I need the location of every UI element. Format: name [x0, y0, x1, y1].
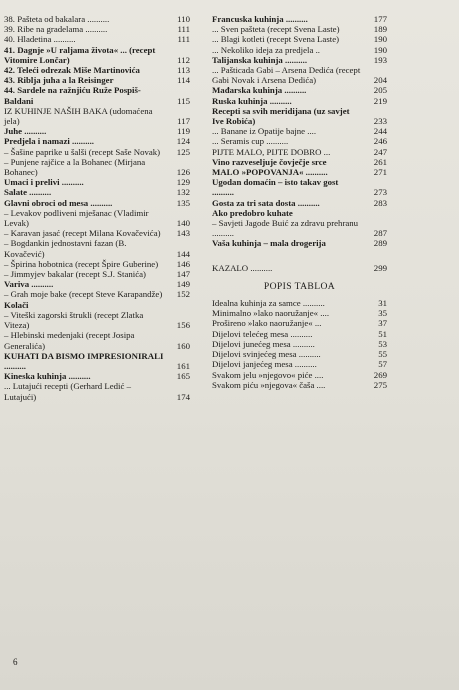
toc-right-column: [212, 14, 387, 390]
toc-right-entry-text: Ako predobro kuhate: [212, 207, 293, 218]
toc-right-entry-text: ... Blagi kotleti (recept Svena Laste): [212, 34, 340, 45]
toc-right-entry-text: – Savjeti Jagode Buić za zdravu prehranu ..........: [212, 218, 359, 239]
kazalo-text: KAZALO ..........: [212, 262, 273, 273]
toc-right-entry-page: 289: [373, 238, 387, 249]
toc-left-entry-text: – Šašine paprike u šalši (recept Saše Novak): [4, 146, 161, 157]
toc-right-entry: [212, 238, 387, 248]
toc-left-entry: [4, 157, 190, 177]
toc-left-entry: [4, 279, 190, 289]
toc-left-entry-page: 125: [176, 146, 190, 157]
popis-entry-page: 31: [378, 298, 387, 309]
toc-left-entry-page: 112: [177, 54, 190, 65]
popis-entry-text: Dijelovi junećeg mesa ..........: [212, 338, 315, 349]
popis-entry-page: 269: [373, 369, 387, 380]
toc-right-entry-page: 219: [373, 95, 387, 106]
toc-left-entry-page: 126: [176, 167, 190, 178]
toc-left-entry: [4, 198, 190, 208]
kazalo-entry: [212, 263, 387, 273]
toc-right-entry-text: Mađarska kuhinja ..........: [212, 85, 307, 96]
toc-right-list: [212, 14, 387, 249]
popis-entry-text: Svakom jelu »njegovo« piće ....: [212, 369, 324, 380]
toc-right-entry: [212, 55, 387, 65]
popis-entry: [212, 380, 387, 390]
toc-right-entry: [212, 65, 387, 85]
toc-left-entry-page: 152: [176, 289, 190, 300]
toc-left-entry: [4, 34, 190, 44]
toc-right-entry-text: Talijanska kuhinja ..........: [212, 54, 308, 65]
popis-entry: [212, 308, 387, 318]
toc-left-entry: [4, 269, 190, 279]
toc-left-entry-page: 110: [177, 14, 190, 24]
toc-left-entry-text: 44. Sardele na ražnjiću Ruže Pospiš-Baldani: [4, 85, 141, 106]
toc-left-entry-page: 135: [176, 197, 190, 208]
toc-left-entry: [4, 300, 190, 310]
toc-left-entry-text: ... Lutajući recepti (Gerhard Ledić – Lutajući): [4, 381, 132, 402]
toc-left-entry-text: Predjela i namazi ..........: [4, 136, 94, 147]
toc-right-entry-page: 273: [373, 187, 387, 198]
popis-entry-page: 35: [378, 308, 387, 319]
toc-right-entry-page: 177: [373, 14, 387, 24]
toc-right-entry: [212, 208, 387, 218]
toc-left-entry-text: – Jimmyjev bakalar (recept S.J. Stanića): [4, 269, 146, 280]
toc-right-entry-page: 190: [373, 34, 387, 45]
toc-left-entry: [4, 136, 190, 146]
popis-entry-page: 57: [378, 359, 387, 370]
popis-entry-text: Dijelovi svinjećeg mesa ..........: [212, 349, 321, 360]
popis-list: [212, 298, 387, 390]
toc-right-entry-text: Ugodan domaćin – isto takav gost ..........: [212, 177, 339, 198]
toc-right-entry-text: Gosta za tri sata dosta ..........: [212, 197, 320, 208]
toc-right-entry: [212, 45, 387, 55]
toc-left-entry-page: 147: [176, 269, 190, 280]
toc-right-entry: [212, 167, 387, 177]
toc-left-entry-text: Variva ..........: [4, 279, 54, 290]
toc-right-entry-text: PIJTE MALO, PIJTE DOBRO ...: [212, 146, 331, 157]
toc-right-entry-page: 246: [373, 136, 387, 147]
toc-left-entry-page: 160: [176, 340, 190, 351]
toc-right-entry-page: 261: [373, 156, 387, 167]
toc-right-entry-page: 204: [373, 75, 387, 86]
toc-left-entry: [4, 351, 190, 371]
popis-entry-text: Dijelovi janjećeg mesa ..........: [212, 359, 317, 370]
toc-right-entry: [212, 177, 387, 197]
popis-entry-text: Dijelovi telećeg mesa ..........: [212, 328, 313, 339]
toc-left-entry-text: Kineska kuhinja ..........: [4, 371, 91, 382]
toc-left-entry-page: 114: [177, 75, 190, 86]
toc-left-entry-text: – Karavan jasać (recept Milana Kovačevića): [4, 228, 161, 239]
toc-left-entry-text: – Špirina hobotnica (recept Špire Guberine): [4, 258, 159, 269]
toc-left-entry-text: 40. Hladetina ..........: [4, 34, 76, 45]
toc-right-entry-page: 244: [373, 126, 387, 137]
popis-entry-page: 275: [373, 379, 387, 390]
toc-right-entry-text: Francuska kuhinja ..........: [212, 14, 308, 24]
toc-right-entry-page: 193: [373, 54, 387, 65]
toc-left-entry: [4, 228, 190, 238]
toc-left-entry-text: – Hlebinski medenjaki (recept Josipa Generalića): [4, 330, 135, 351]
kazalo-page: 299: [373, 262, 387, 273]
popis-entry: [212, 298, 387, 308]
toc-left-entry: [4, 381, 190, 401]
toc-left-entry-page: 140: [176, 218, 190, 229]
toc-left-entry-page: 132: [176, 187, 190, 198]
toc-left-column: [4, 14, 190, 402]
toc-left-entry-text: Juhe ..........: [4, 126, 47, 137]
toc-left-entry-text: 39. Ribe na gradelama ..........: [4, 24, 108, 35]
toc-left-entry: [4, 14, 190, 24]
toc-right-entry-text: Vaša kuhinja – mala drogerija: [212, 238, 326, 249]
toc-right-entry-text: Vino razveseljuje čovječje srce: [212, 156, 327, 167]
toc-right-entry-page: 233: [373, 116, 387, 127]
toc-right-entry: [212, 198, 387, 208]
toc-left-entry-page: 115: [177, 95, 190, 106]
toc-left-entry-page: 161: [176, 360, 190, 371]
toc-left-entry-page: 124: [176, 136, 190, 147]
toc-left-entry-page: 111: [177, 34, 190, 45]
toc-left-entry: [4, 45, 190, 65]
toc-right-entry-text: Ruska kuhinja ..........: [212, 95, 292, 106]
toc-left-entry-text: – Punjene rajčice a la Bohanec (Mirjana Bohanec): [4, 156, 146, 178]
toc-right-entry-page: 271: [373, 167, 387, 178]
toc-left-entry: [4, 75, 190, 85]
toc-right-entry-text: ... Sven pašteta (recept Svena Laste): [212, 24, 340, 35]
toc-right-entry-text: ... Seramis cup ..........: [212, 136, 289, 147]
toc-left-entry: [4, 208, 190, 228]
toc-left-entry-text: 41. Dagnje »U raljama života« ... (recept Vitomire Lončar): [4, 44, 156, 65]
toc-left-entry: [4, 24, 190, 34]
toc-right-entry: [212, 14, 387, 24]
toc-left-entry: [4, 106, 190, 126]
toc-left-entry-page: 156: [176, 320, 190, 331]
popis-entry: [212, 349, 387, 359]
toc-right-entry-text: Recepti sa svih meridijana (uz savjet Ive Robića): [212, 105, 350, 127]
toc-left-entry-text: 42. Teleći odrezak Miše Martinovića: [4, 65, 140, 76]
toc-left-entry-page: 174: [176, 391, 190, 402]
popis-entry: [212, 370, 387, 380]
popis-entry-page: 37: [378, 318, 387, 329]
toc-left-entry: [4, 187, 190, 197]
popis-entry: [212, 318, 387, 328]
toc-left-entry-text: Kolači: [4, 299, 29, 310]
toc-right-entry-text: ... Banane iz Opatije bajne ....: [212, 126, 317, 137]
toc-left-entry-page: 117: [177, 116, 190, 127]
toc-left-entry: [4, 177, 190, 187]
toc-left-entry-page: 144: [176, 248, 190, 259]
toc-right-entry: [212, 96, 387, 106]
toc-right-entry-text: ... Pašticada Gabi – Arsena Dedića (recept Gabi Novak i Arsena Dedića): [212, 65, 361, 86]
popis-entry-page: 51: [378, 328, 387, 339]
toc-left-entry: [4, 147, 190, 157]
toc-left-entry-page: 129: [176, 177, 190, 188]
toc-left-entry-page: 111: [177, 24, 190, 35]
toc-left-entry-text: Umaci i prelivi ..........: [4, 177, 84, 188]
toc-left-entry: [4, 330, 190, 350]
toc-left-entry: [4, 371, 190, 381]
popis-entry-text: Svakom piću »njegova« čaša ....: [212, 379, 326, 390]
page-number: 6: [13, 657, 18, 667]
toc-left-entry: [4, 126, 190, 136]
toc-left-entry-page: 113: [177, 65, 190, 76]
toc-right-entry-page: 189: [373, 24, 387, 35]
toc-right-entry: [212, 147, 387, 157]
toc-left-entry: [4, 289, 190, 299]
toc-left-entry-text: – Grah moje bake (recept Steve Karapandže): [4, 289, 163, 300]
toc-left-entry: [4, 310, 190, 330]
toc-left-entry-text: 43. Riblja juha a la Reisinger: [4, 75, 114, 86]
popis-entry-text: Minimalno »lako naoružanje« ....: [212, 308, 330, 319]
toc-right-entry-page: 287: [373, 228, 387, 239]
toc-left-entry-page: 143: [176, 228, 190, 239]
toc-right-entry-text: MALO »POPOVANJA« ..........: [212, 167, 328, 178]
toc-right-entry-page: 247: [373, 146, 387, 157]
popis-entry: [212, 359, 387, 369]
toc-left-entry-text: KUHATI DA BISMO IMPRESIONIRALI ..........: [4, 350, 164, 371]
toc-left-entry-page: 149: [176, 279, 190, 290]
toc-right-entry: [212, 106, 387, 126]
toc-left-entry-text: – Bogdankin jednostavni fazan (B. Kovačević): [4, 238, 127, 259]
toc-right-entry: [212, 126, 387, 136]
toc-right-entry: [212, 218, 387, 238]
toc-left-entry-page: 146: [176, 258, 190, 269]
popis-entry: [212, 329, 387, 339]
toc-right-entry-page: 190: [373, 44, 387, 55]
toc-right-entry: [212, 85, 387, 95]
toc-left-entry: [4, 85, 190, 105]
toc-left-entry-text: Salate ..........: [4, 187, 52, 198]
toc-left-entry: [4, 238, 190, 258]
popis-entry: [212, 339, 387, 349]
toc-left-entry-text: – Levakov podliveni mješanac (Vladimir Levak): [4, 207, 149, 229]
toc-left-entry-page: 165: [176, 371, 190, 382]
popis-entry-text: Idealna kuhinja za samce ..........: [212, 298, 325, 309]
toc-right-entry: [212, 157, 387, 167]
toc-right-entry: [212, 24, 387, 34]
popis-entry-page: 53: [378, 338, 387, 349]
toc-left-entry: [4, 259, 190, 269]
popis-entry-page: 55: [378, 349, 387, 360]
toc-left-entry-text: – Viteški zagorski štrukli (recept Zlatka Viteza): [4, 309, 144, 331]
popis-entry-text: Prošireno »lako naoružanje« ...: [212, 318, 322, 329]
toc-right-entry: [212, 34, 387, 44]
toc-right-entry-page: 205: [373, 85, 387, 96]
toc-left-entry-text: Glavni obroci od mesa ..........: [4, 197, 113, 208]
toc-right-entry-page: 283: [373, 197, 387, 208]
toc-right-entry-text: ... Nekoliko ideja za predjela ..: [212, 44, 320, 55]
toc-left-entry-text: 38. Pašteta od bakalara ..........: [4, 14, 110, 24]
toc-left-entry-page: 119: [177, 126, 190, 137]
toc-right-entry: [212, 136, 387, 146]
toc-left-entry-text: IZ KUHINJE NAŠIH BAKA (udomaćena jela): [4, 105, 153, 127]
popis-tabloa-title: POPIS TABLOA: [263, 281, 336, 293]
toc-left-entry: [4, 65, 190, 75]
toc-left-list: [4, 14, 190, 402]
